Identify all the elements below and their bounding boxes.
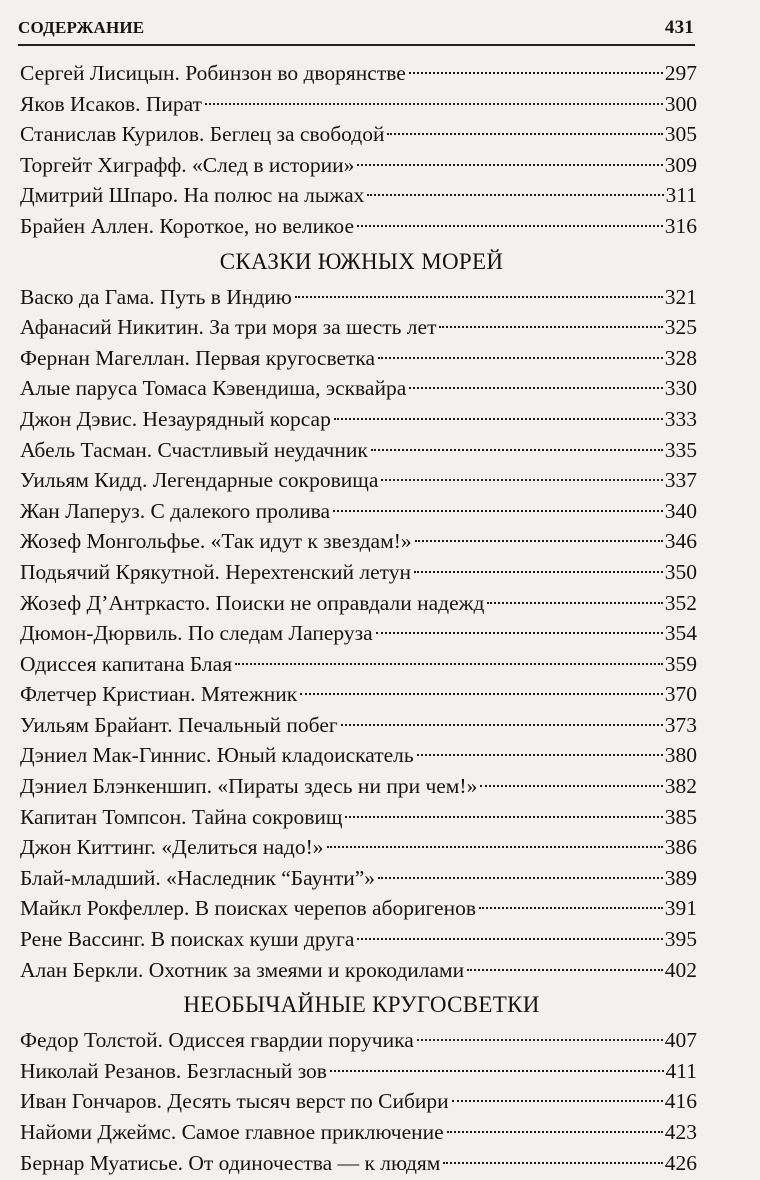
entry-title: Бернар Муатисье. От одиночества — к людям: [20, 1150, 441, 1175]
entry-title: Абель Тасман. Счастливый неудачник: [20, 437, 368, 462]
toc-entry: [20, 1117, 697, 1148]
toc-entry: [20, 618, 697, 649]
entry-title: Иван Гончаров. Десять тысяч верст по Сибири: [20, 1089, 449, 1114]
toc-entry: [20, 312, 697, 343]
entry-title: Дэниел Блэнкеншип. «Пираты здесь ни при чем!»: [20, 774, 478, 799]
toc-entry: [20, 465, 697, 496]
toc-entry: [20, 526, 697, 557]
toc-entry: [20, 211, 697, 242]
entry-page-number: 411: [665, 1058, 697, 1083]
dot-leader: [357, 938, 662, 940]
entry-title: Станислав Курилов. Беглец за свободой: [20, 122, 385, 147]
toc-entry: [20, 955, 697, 986]
toc-entry: [20, 343, 697, 374]
toc-entry: [20, 180, 697, 211]
header-rule: [18, 44, 695, 46]
entry-page-number: 426: [664, 1150, 697, 1175]
toc-entry: [20, 496, 697, 527]
toc-entry: [20, 649, 697, 680]
entry-title: Капитан Томпсон. Тайна сокровищ: [20, 804, 343, 829]
dot-leader: [205, 103, 663, 105]
entry-page-number: 340: [664, 498, 697, 523]
dot-leader: [439, 326, 662, 328]
entry-page-number: 407: [664, 1028, 697, 1053]
dot-leader: [376, 632, 663, 634]
dot-leader: [367, 194, 663, 196]
dot-leader: [409, 72, 663, 74]
dot-leader: [371, 449, 663, 451]
toc-entry: [20, 1148, 697, 1179]
dot-leader: [357, 164, 662, 166]
dot-leader: [381, 479, 662, 481]
entry-page-number: 391: [664, 896, 697, 921]
toc-entry: [20, 557, 697, 588]
entry-page-number: 389: [664, 865, 697, 890]
toc-entry: [20, 832, 697, 863]
entry-page-number: 423: [664, 1120, 697, 1144]
dot-leader: [334, 418, 663, 420]
dot-leader: [452, 1100, 663, 1102]
entry-page-number: 373: [664, 712, 697, 737]
entry-title: Дюмон-Дюрвиль. По следам Лаперуза: [20, 621, 373, 646]
entry-page-number: 380: [664, 743, 697, 768]
entry-page-number: 352: [664, 590, 697, 615]
toc-entry: [20, 771, 697, 802]
dot-leader: [487, 602, 662, 604]
entry-page-number: 311: [665, 183, 697, 208]
toc-entry: [20, 282, 697, 313]
entry-title: Николай Резанов. Безгласный зов: [20, 1058, 327, 1083]
entry-title: Флетчер Кристиан. Мятежник: [20, 682, 298, 707]
dot-leader: [295, 296, 663, 298]
entry-title: Алан Беркли. Охотник за змеями и крокодилами: [20, 957, 465, 982]
section-heading: НЕОБЫЧАЙНЫЕ КРУГОСВЕТКИ: [183, 992, 540, 1018]
toc-entry: [20, 924, 697, 955]
entry-title: Жозеф Монгольфье. «Так идут к звездам!»: [20, 529, 412, 554]
dot-leader: [333, 510, 663, 512]
entry-title: Дмитрий Шпаро. На полюс на лыжах: [20, 183, 365, 208]
entry-page-number: 297: [664, 61, 697, 85]
entry-title: Джон Дэвис. Незаурядный корсар: [20, 406, 331, 431]
dot-leader: [447, 1131, 663, 1133]
entry-title: Одиссея капитана Блая: [20, 651, 233, 676]
entry-title: Брайен Аллен. Короткое, но великое: [20, 213, 354, 238]
entry-page-number: 385: [664, 804, 697, 829]
dot-leader: [417, 754, 663, 756]
entry-page-number: 335: [664, 437, 697, 462]
table-of-contents: [20, 58, 697, 1178]
entry-title: Джон Киттинг. «Делиться надо!»: [20, 835, 324, 860]
entry-title: Подьячий Крякутной. Нерехтенский летун: [20, 559, 412, 584]
entry-title: Фернан Магеллан. Первая кругосветка: [20, 345, 376, 370]
toc-entry: [20, 679, 697, 710]
dot-leader: [415, 540, 663, 542]
toc-entry: [20, 58, 697, 89]
toc-entry: [20, 710, 697, 741]
entry-title: Торгейт Хиграфф. «След в истории»: [20, 152, 355, 177]
toc-entry: [20, 150, 697, 181]
header-title: СОДЕРЖАНИЕ: [18, 18, 145, 37]
dot-leader: [345, 816, 662, 818]
entry-title: Алые паруса Томаса Кэвендиша, эсквайра: [20, 376, 407, 401]
entry-page-number: 346: [664, 529, 697, 554]
dot-leader: [327, 846, 663, 848]
entry-page-number: 370: [664, 682, 697, 707]
entry-title: Сергей Лисицын. Робинзон во дворянстве: [20, 61, 406, 85]
dot-leader: [414, 571, 663, 573]
entry-page-number: 330: [664, 376, 697, 401]
entry-title: Яков Исаков. Пират: [20, 91, 203, 116]
entry-title: Афанасий Никитин. За три моря за шесть лет: [20, 315, 437, 340]
dot-leader: [417, 1039, 663, 1041]
entry-page-number: 325: [664, 315, 697, 340]
dot-leader: [341, 724, 663, 726]
entry-title: Рене Вассинг. В поисках куши друга: [20, 927, 355, 952]
entry-title: Блай-младший. «Наследник “Баунти”»: [20, 865, 376, 890]
entry-page-number: 359: [664, 651, 697, 676]
dot-leader: [378, 877, 663, 879]
entry-page-number: 386: [664, 835, 697, 860]
entry-title: Федор Толстой. Одиссея гвардии поручика: [20, 1028, 414, 1053]
dot-leader: [467, 969, 663, 971]
dot-leader: [480, 785, 662, 787]
dot-leader: [235, 663, 663, 665]
toc-entry: [20, 373, 697, 404]
entry-title: Жан Лаперуз. С далекого пролива: [20, 498, 331, 523]
entry-page-number: 300: [664, 91, 697, 116]
entry-title: Уильям Брайант. Печальный побег: [20, 712, 338, 737]
dot-leader: [387, 133, 662, 135]
entry-page-number: 416: [664, 1089, 697, 1114]
toc-entry: [20, 802, 697, 833]
dot-leader: [300, 693, 663, 695]
entry-page-number: 328: [664, 345, 697, 370]
dot-leader: [330, 1070, 664, 1072]
toc-entry: [20, 588, 697, 619]
toc-entry: [20, 119, 697, 150]
toc-entry: [20, 404, 697, 435]
toc-entry: [20, 863, 697, 894]
entry-title: Жозеф Д’Антркасто. Поиски не оправдали надежд: [20, 590, 485, 615]
entry-page-number: 316: [664, 213, 697, 238]
entry-page-number: 309: [664, 152, 697, 177]
entry-title: Дэниел Мак-Гиннис. Юный кладоискатель: [20, 743, 414, 768]
toc-entry: [20, 1056, 697, 1087]
toc-entry: [20, 89, 697, 120]
toc-entry: [20, 893, 697, 924]
entry-page-number: 395: [664, 927, 697, 952]
entry-page-number: 354: [664, 621, 697, 646]
entry-page-number: 350: [664, 559, 697, 584]
toc-entry: [20, 1025, 697, 1056]
entry-page-number: 382: [664, 774, 697, 799]
dot-leader: [409, 387, 662, 389]
running-header: [18, 17, 694, 39]
entry-page-number: 402: [664, 957, 697, 982]
dot-leader: [443, 1162, 662, 1164]
entry-title: Майкл Рокфеллер. В поисках черепов аборигенов: [20, 896, 476, 921]
entry-title: Уильям Кидд. Легендарные сокровища: [20, 468, 379, 493]
dot-leader: [479, 907, 663, 909]
entry-title: Васко да Гама. Путь в Индию: [20, 284, 292, 309]
toc-entry: [20, 740, 697, 771]
dot-leader: [357, 225, 663, 227]
entry-page-number: 333: [664, 406, 697, 431]
dot-leader: [378, 357, 663, 359]
entry-title: Найоми Джеймс. Самое главное приключение: [20, 1120, 444, 1144]
toc-entry: [20, 435, 697, 466]
section-heading: СКАЗКИ ЮЖНЫХ МОРЕЙ: [219, 248, 504, 274]
entry-page-number: 305: [664, 122, 697, 147]
entry-page-number: 337: [664, 468, 697, 493]
entry-page-number: 321: [664, 284, 697, 309]
toc-entry: [20, 1086, 697, 1117]
header-page-number: 431: [664, 17, 694, 38]
